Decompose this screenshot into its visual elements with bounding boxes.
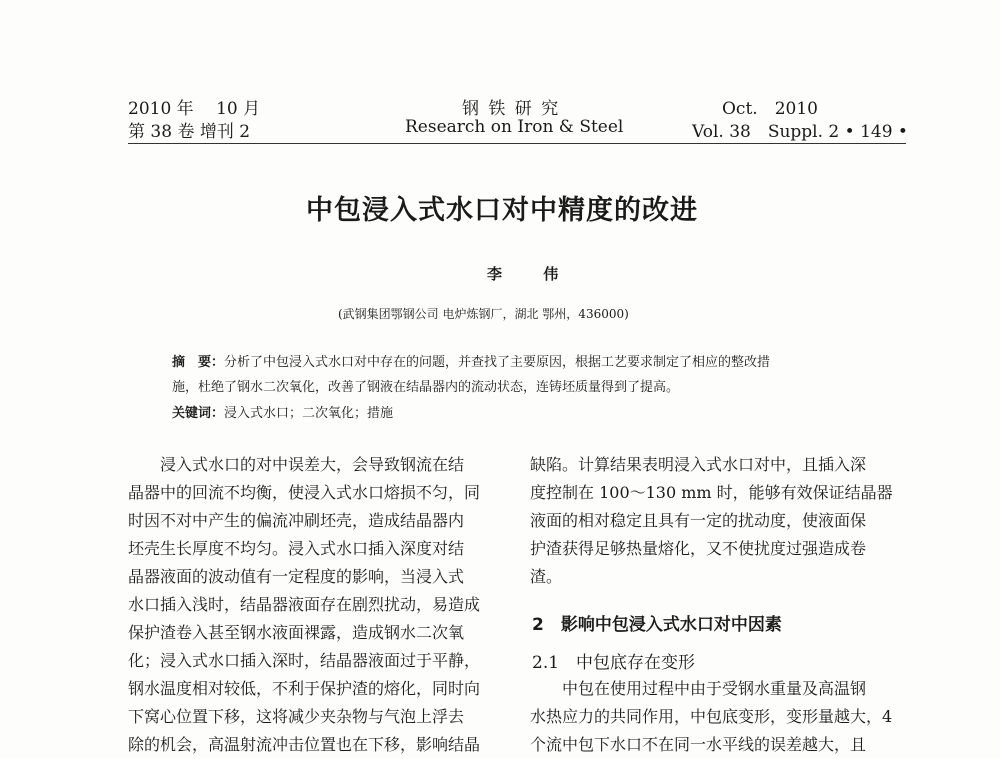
header-volume-page: Vol. 38 Suppl. 2 • 149 • — [692, 122, 908, 142]
paper-title: 中包浸入式水口对中精度的改进 — [306, 195, 698, 226]
author: 李 伟 — [487, 265, 577, 283]
body-line: 坯壳生长厚度不均匀。浸入式水口插入深度对结 — [128, 539, 465, 558]
keywords-label: 关键词： — [172, 406, 225, 421]
body-line: 护渣获得足够热量熔化，又不使扰度过强造成卷 — [530, 539, 867, 558]
left-column — [128, 451, 480, 759]
body-line: 水口插入浅时，结晶器液面存在剧烈扰动，易造成 — [128, 595, 481, 614]
abstract-text-1: 分析了中包浸入式水口对中存在的问题，并查找了主要原因，根据工艺要求制定了相应的整改措 — [224, 355, 771, 370]
body-line: 晶器液面的波动值有一定程度的影响，当浸入式 — [128, 567, 465, 586]
header-volume: 第 38 卷 增刊 2 — [128, 122, 251, 142]
body-line: 缺陷。计算结果表明浸入式水口对中，且插入深 — [530, 455, 867, 474]
journal-name-en: Research on Iron & Steel — [405, 117, 624, 137]
body-line: 时因不对中产生的偏流冲刷坯壳，造成结晶器内 — [128, 511, 465, 530]
body-line: 保护渣卷入甚至钢水液面裸露，造成钢水二次氧 — [128, 623, 465, 642]
body-line: 除的机会，高温射流冲击位置也在下移，影响结晶 — [128, 735, 481, 754]
abstract-line-2: 施，杜绝了钢水二次氧化，改善了钢液在结晶器内的流动状态，连铸坯质量得到了提高。 — [172, 380, 680, 395]
body-line: 个流中包下水口不在同一水平线的误差越大，且 — [530, 735, 867, 754]
keywords-text: 浸入式水口；二次氧化；措施 — [224, 406, 394, 421]
header-date-en: Oct. 2010 — [722, 99, 818, 119]
abstract-line-1 — [172, 351, 770, 370]
header-date: 2010 年 10 月 — [128, 99, 261, 119]
right-column-top — [530, 451, 893, 591]
body-line: 下窝心位置下移，这将减少夹杂物与气泡上浮去 — [128, 707, 465, 726]
body-line: 钢水温度相对较低，不利于保护渣的熔化，同时向 — [128, 679, 481, 698]
body-line: 液面的相对稳定且具有一定的扰动度，使液面保 — [530, 511, 867, 530]
header-rule — [128, 143, 906, 144]
body-line: 中包在使用过程中由于受钢水重量及高温钢 — [530, 679, 867, 698]
section-2-heading: 2 影响中包浸入式水口对中因素 — [532, 615, 782, 635]
body-line: 水热应力的共同作用，中包底变形，变形量越大，4 — [530, 707, 893, 726]
right-column-bottom — [530, 675, 892, 759]
keywords-line — [172, 402, 393, 421]
subsection-2-1-heading: 2.1 中包底存在变形 — [532, 653, 696, 673]
body-line: 化；浸入式水口插入深时，结晶器液面过于平静， — [128, 651, 481, 670]
body-line: 渣。 — [530, 567, 563, 586]
body-line: 浸入式水口的对中误差大，会导致钢流在结 — [128, 455, 465, 474]
affiliation: (武钢集团鄂钢公司 电炉炼钢厂，湖北 鄂州，436000) — [338, 307, 629, 321]
body-line: 晶器中的回流不均衡，使浸入式水口熔损不匀，同 — [128, 483, 481, 502]
body-line: 度控制在 100～130 mm 时，能够有效保证结晶器 — [530, 483, 893, 502]
abstract-label: 摘 要： — [172, 355, 225, 370]
journal-name-cn: 钢 铁 研 究 — [462, 99, 561, 119]
